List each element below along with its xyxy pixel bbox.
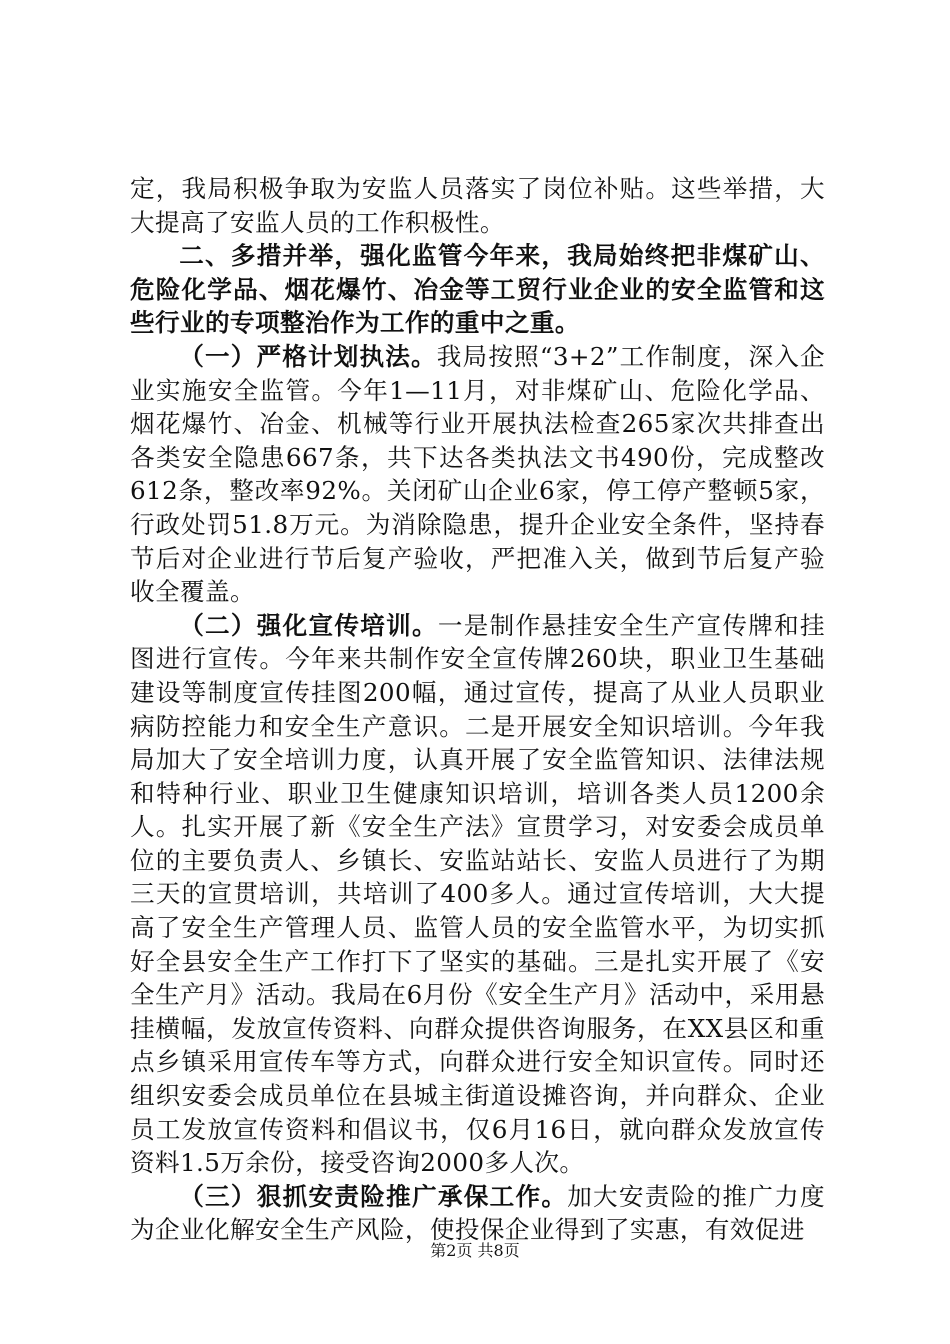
subheading-training: （二）强化宣传培训。: [179, 610, 438, 640]
paragraph-text: 一是制作悬挂安全生产宣传牌和挂图进行宣传。今年来共制作安全宣传牌260块，职业卫生基础建设等制度宣传挂图200幅，通过宣传，提高了从业人员职业病防控能力和安全生产意识。二是开展安全知识培训。今年我局加大了安全培训力度，认真开展了安全监管知识、法律法规和特种行业、职业卫生健康知识培训，培训各类人员1200余人。扎实开展了新《安全生产法》宣贯学习，对安委会成员单位的主要负责人、乡镇长、安监站站长、安监人员进行了为期三天的宣贯培训，共培训了400多人。通过宣传培训，大大提高了安全生产管理人员、监管人员的安全监管水平，为切实抓好全县安全生产工作打下了坚实的基础。三是扎实开展了《安全生产月》活动。我局在6月份《安全生产月》活动中，采用悬挂横幅，发放宣传资料、向群众提供咨询服务，在XX县区和重点乡镇采用宣传车等方式，向群众进行安全知识宣传。同时还组织安委会成员单位在县城主街道设摊咨询，并向群众、企业员工发放宣传资料和倡议书，仅6月16日，就向群众发放宣传资料1.5万余份，接受咨询2000多人次。: [130, 610, 825, 1178]
paragraph-enforcement: [130, 340, 825, 609]
page-number: 第2页 共8页: [430, 1241, 520, 1260]
paragraph-text: 我局按照“3+2”工作制度，深入企业实施安全监管。今年1—11月，对非煤矿山、危险化学品、烟花爆竹、冶金、机械等行业开展执法检查265家次共排查出各类安全隐患667条，共下达各类执法文书490份，完成整改612条，整改率92%。关闭矿山企业6家，停工停产整顿5家，行政处罚51.8万元。为消除隐患，提升企业安全条件，坚持春节后对企业进行节后复产验收，严把准入关，做到节后复产验收全覆盖。: [130, 341, 825, 607]
paragraph-training: [130, 609, 825, 1180]
paragraph-insurance: [130, 1180, 825, 1247]
document-body: [130, 172, 825, 1247]
subheading-insurance: （三）狠抓安责险推广承保工作。: [179, 1181, 568, 1211]
page-footer: [0, 1241, 950, 1261]
subheading-enforcement: （一）严格计划执法。: [179, 341, 437, 371]
section-heading-two: [130, 239, 825, 340]
paragraph-text: 加大安责险的推广力度为企业化解安全生产风险，使投保企业得到了实惠，有效促进: [130, 1181, 825, 1245]
paragraph-continuation: [130, 172, 825, 239]
section-heading-text: 二、多措并举，强化监管今年来，我局始终把非煤矿山、危险化学品、烟花爆竹、冶金等工贸行业企业的安全监管和这些行业的专项整治作为工作的重中之重。: [130, 241, 825, 338]
paragraph-text: 定，我局积极争取为安监人员落实了岗位补贴。这些举措，大大提高了安监人员的工作积极性。: [130, 174, 825, 237]
